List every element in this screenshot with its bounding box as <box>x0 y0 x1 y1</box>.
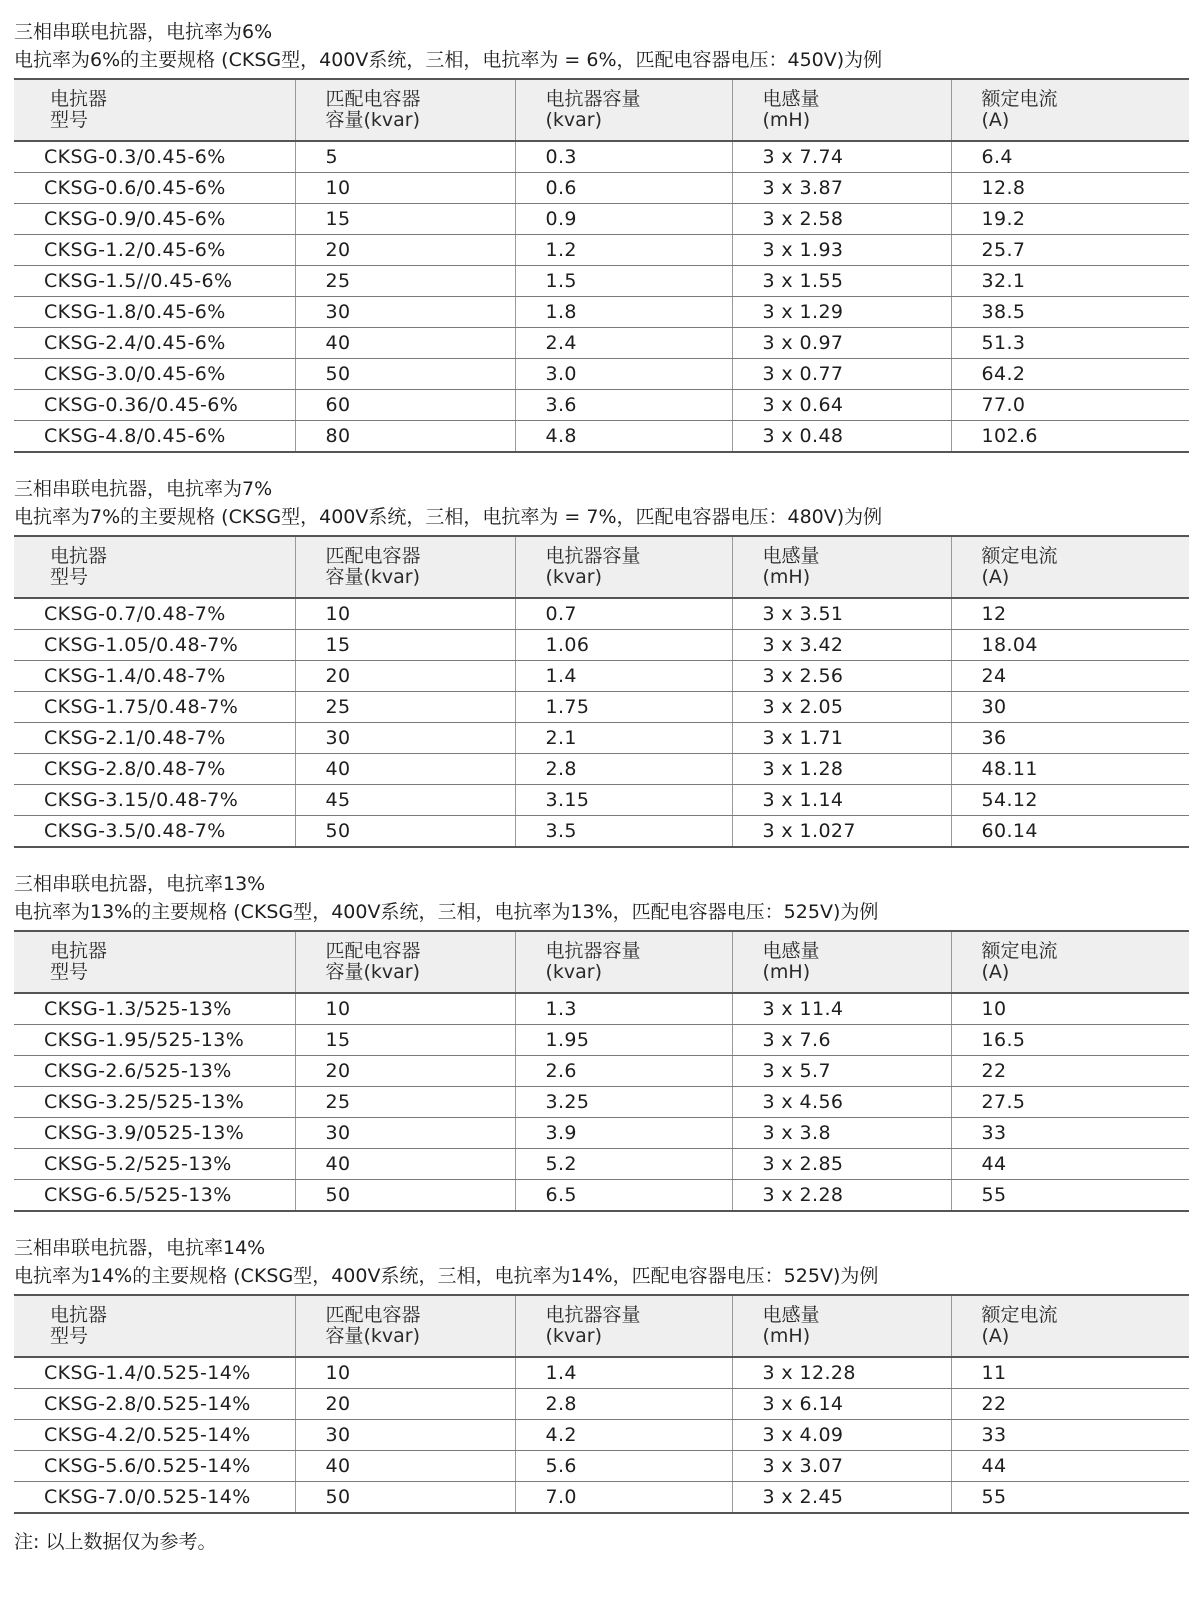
cell-model: CKSG-1.05/0.48-7% <box>14 630 295 661</box>
cell-rated-current: 30 <box>951 692 1189 723</box>
cell-rated-current: 16.5 <box>951 1025 1189 1056</box>
cell-model: CKSG-7.0/0.525-14% <box>14 1482 295 1514</box>
cell-rated-current: 11 <box>951 1357 1189 1389</box>
cell-inductance: 3 x 1.027 <box>732 816 951 848</box>
cell-reactor-capacity: 4.2 <box>515 1420 732 1451</box>
cell-reactor-capacity: 1.3 <box>515 993 732 1025</box>
cell-capacitor-capacity: 20 <box>295 235 515 266</box>
table-row <box>14 723 1189 754</box>
cell-model: CKSG-2.6/525-13% <box>14 1056 295 1087</box>
cell-capacitor-capacity: 15 <box>295 630 515 661</box>
cell-model: CKSG-4.8/0.45-6% <box>14 421 295 453</box>
cell-reactor-capacity: 4.8 <box>515 421 732 453</box>
cell-inductance: 3 x 2.28 <box>732 1180 951 1212</box>
table-row <box>14 204 1189 235</box>
cell-model: CKSG-0.7/0.48-7% <box>14 598 295 630</box>
header-rated-current: 额定电流 (A) <box>951 931 1189 993</box>
cell-capacitor-capacity: 10 <box>295 173 515 204</box>
section-title: 三相串联电抗器，电抗率为7% <box>14 478 273 500</box>
cell-model: CKSG-1.75/0.48-7% <box>14 692 295 723</box>
cell-rated-current: 38.5 <box>951 297 1189 328</box>
table-row <box>14 235 1189 266</box>
cell-reactor-capacity: 0.9 <box>515 204 732 235</box>
spec-table <box>14 78 1189 453</box>
table-row <box>14 297 1189 328</box>
cell-inductance: 3 x 6.14 <box>732 1389 951 1420</box>
table-row <box>14 1118 1189 1149</box>
header-reactor-capacity: 电抗器容量 (kvar) <box>515 79 732 141</box>
cell-reactor-capacity: 1.4 <box>515 1357 732 1389</box>
cell-reactor-capacity: 5.2 <box>515 1149 732 1180</box>
table-row <box>14 1087 1189 1118</box>
cell-inductance: 3 x 11.4 <box>732 993 951 1025</box>
cell-rated-current: 55 <box>951 1180 1189 1212</box>
header-inductance: 电感量 (mH) <box>732 931 951 993</box>
cell-inductance: 3 x 2.58 <box>732 204 951 235</box>
cell-inductance: 3 x 3.07 <box>732 1451 951 1482</box>
cell-inductance: 3 x 7.74 <box>732 141 951 173</box>
spec-table <box>14 535 1189 848</box>
table-row <box>14 1357 1189 1389</box>
cell-reactor-capacity: 0.7 <box>515 598 732 630</box>
cell-reactor-capacity: 3.5 <box>515 816 732 848</box>
cell-rated-current: 27.5 <box>951 1087 1189 1118</box>
cell-model: CKSG-3.0/0.45-6% <box>14 359 295 390</box>
cell-model: CKSG-1.8/0.45-6% <box>14 297 295 328</box>
table-row <box>14 328 1189 359</box>
table-header-row <box>14 79 1189 141</box>
cell-reactor-capacity: 7.0 <box>515 1482 732 1514</box>
cell-reactor-capacity: 3.6 <box>515 390 732 421</box>
cell-inductance: 3 x 4.09 <box>732 1420 951 1451</box>
section-14-percent <box>14 1234 1186 1514</box>
cell-model: CKSG-2.1/0.48-7% <box>14 723 295 754</box>
section-7-percent <box>14 475 1186 848</box>
cell-reactor-capacity: 2.1 <box>515 723 732 754</box>
header-capacitor-capacity: 匹配电容器 容量(kvar) <box>295 1295 515 1357</box>
table-row <box>14 1389 1189 1420</box>
cell-capacitor-capacity: 50 <box>295 1180 515 1212</box>
cell-capacitor-capacity: 20 <box>295 1389 515 1420</box>
header-inductance: 电感量 (mH) <box>732 536 951 598</box>
cell-capacitor-capacity: 45 <box>295 785 515 816</box>
header-model: 电抗器 型号 <box>14 536 295 598</box>
cell-rated-current: 6.4 <box>951 141 1189 173</box>
cell-model: CKSG-6.5/525-13% <box>14 1180 295 1212</box>
cell-rated-current: 44 <box>951 1451 1189 1482</box>
cell-inductance: 3 x 2.05 <box>732 692 951 723</box>
cell-model: CKSG-5.6/0.525-14% <box>14 1451 295 1482</box>
cell-reactor-capacity: 1.8 <box>515 297 732 328</box>
cell-model: CKSG-2.4/0.45-6% <box>14 328 295 359</box>
cell-reactor-capacity: 1.2 <box>515 235 732 266</box>
cell-model: CKSG-1.4/0.48-7% <box>14 661 295 692</box>
cell-reactor-capacity: 0.6 <box>515 173 732 204</box>
cell-inductance: 3 x 4.56 <box>732 1087 951 1118</box>
table-row <box>14 692 1189 723</box>
table-row <box>14 266 1189 297</box>
header-rated-current: 额定电流 (A) <box>951 1295 1189 1357</box>
cell-model: CKSG-2.8/0.525-14% <box>14 1389 295 1420</box>
document-page <box>14 18 1186 1556</box>
cell-rated-current: 33 <box>951 1118 1189 1149</box>
spec-table <box>14 930 1189 1212</box>
cell-rated-current: 64.2 <box>951 359 1189 390</box>
cell-model: CKSG-1.95/525-13% <box>14 1025 295 1056</box>
cell-capacitor-capacity: 25 <box>295 1087 515 1118</box>
cell-model: CKSG-3.15/0.48-7% <box>14 785 295 816</box>
cell-reactor-capacity: 3.0 <box>515 359 732 390</box>
cell-capacitor-capacity: 25 <box>295 692 515 723</box>
cell-inductance: 3 x 5.7 <box>732 1056 951 1087</box>
cell-inductance: 3 x 2.45 <box>732 1482 951 1514</box>
cell-reactor-capacity: 6.5 <box>515 1180 732 1212</box>
cell-rated-current: 18.04 <box>951 630 1189 661</box>
cell-capacitor-capacity: 25 <box>295 266 515 297</box>
cell-model: CKSG-0.9/0.45-6% <box>14 204 295 235</box>
cell-model: CKSG-1.2/0.45-6% <box>14 235 295 266</box>
cell-capacitor-capacity: 15 <box>295 1025 515 1056</box>
table-row <box>14 598 1189 630</box>
cell-rated-current: 24 <box>951 661 1189 692</box>
cell-capacitor-capacity: 40 <box>295 1451 515 1482</box>
cell-rated-current: 48.11 <box>951 754 1189 785</box>
cell-reactor-capacity: 3.15 <box>515 785 732 816</box>
table-row <box>14 1056 1189 1087</box>
section-title: 三相串联电抗器，电抗率为6% <box>14 21 273 43</box>
cell-capacitor-capacity: 50 <box>295 816 515 848</box>
footnote: 注: 以上数据仅为参考。 <box>14 1531 217 1553</box>
cell-capacitor-capacity: 50 <box>295 359 515 390</box>
cell-reactor-capacity: 1.5 <box>515 266 732 297</box>
cell-capacitor-capacity: 10 <box>295 598 515 630</box>
cell-inductance: 3 x 0.64 <box>732 390 951 421</box>
cell-rated-current: 44 <box>951 1149 1189 1180</box>
cell-inductance: 3 x 1.55 <box>732 266 951 297</box>
table-row <box>14 630 1189 661</box>
cell-reactor-capacity: 2.8 <box>515 1389 732 1420</box>
cell-model: CKSG-2.8/0.48-7% <box>14 754 295 785</box>
cell-reactor-capacity: 0.3 <box>515 141 732 173</box>
section-6-percent <box>14 18 1186 453</box>
cell-rated-current: 54.12 <box>951 785 1189 816</box>
spec-table <box>14 1294 1189 1514</box>
table-header-row <box>14 536 1189 598</box>
table-row <box>14 816 1189 848</box>
header-reactor-capacity: 电抗器容量 (kvar) <box>515 931 732 993</box>
cell-rated-current: 51.3 <box>951 328 1189 359</box>
header-rated-current: 额定电流 (A) <box>951 79 1189 141</box>
table-row <box>14 1451 1189 1482</box>
table-row <box>14 1180 1189 1212</box>
cell-inductance: 3 x 1.93 <box>732 235 951 266</box>
cell-rated-current: 12.8 <box>951 173 1189 204</box>
table-row <box>14 173 1189 204</box>
cell-inductance: 3 x 1.29 <box>732 297 951 328</box>
header-model: 电抗器 型号 <box>14 1295 295 1357</box>
section-subtitle: 电抗率为7%的主要规格 (CKSG型，400V系统，三相，电抗率为 = 7%，匹配电容器电压：480V)为例 <box>14 506 883 528</box>
cell-inductance: 3 x 3.51 <box>732 598 951 630</box>
cell-inductance: 3 x 7.6 <box>732 1025 951 1056</box>
table-row <box>14 1420 1189 1451</box>
table-row <box>14 141 1189 173</box>
cell-inductance: 3 x 3.87 <box>732 173 951 204</box>
cell-rated-current: 22 <box>951 1056 1189 1087</box>
cell-rated-current: 77.0 <box>951 390 1189 421</box>
cell-model: CKSG-1.4/0.525-14% <box>14 1357 295 1389</box>
cell-inductance: 3 x 3.42 <box>732 630 951 661</box>
header-capacitor-capacity: 匹配电容器 容量(kvar) <box>295 79 515 141</box>
cell-rated-current: 32.1 <box>951 266 1189 297</box>
header-rated-current: 额定电流 (A) <box>951 536 1189 598</box>
table-row <box>14 1149 1189 1180</box>
table-row <box>14 1482 1189 1514</box>
cell-inductance: 3 x 0.77 <box>732 359 951 390</box>
cell-reactor-capacity: 2.6 <box>515 1056 732 1087</box>
table-header-row <box>14 931 1189 993</box>
cell-reactor-capacity: 1.75 <box>515 692 732 723</box>
cell-capacitor-capacity: 15 <box>295 204 515 235</box>
cell-model: CKSG-1.5//0.45-6% <box>14 266 295 297</box>
cell-inductance: 3 x 2.85 <box>732 1149 951 1180</box>
cell-inductance: 3 x 0.97 <box>732 328 951 359</box>
cell-model: CKSG-4.2/0.525-14% <box>14 1420 295 1451</box>
section-13-percent <box>14 870 1186 1212</box>
cell-reactor-capacity: 1.4 <box>515 661 732 692</box>
cell-capacitor-capacity: 40 <box>295 328 515 359</box>
cell-inductance: 3 x 1.28 <box>732 754 951 785</box>
cell-model: CKSG-0.6/0.45-6% <box>14 173 295 204</box>
table-row <box>14 390 1189 421</box>
cell-inductance: 3 x 1.71 <box>732 723 951 754</box>
table-row <box>14 359 1189 390</box>
table-row <box>14 421 1189 453</box>
cell-capacitor-capacity: 10 <box>295 1357 515 1389</box>
section-subtitle: 电抗率为6%的主要规格 (CKSG型，400V系统，三相，电抗率为 = 6%，匹配电容器电压：450V)为例 <box>14 49 883 71</box>
header-capacitor-capacity: 匹配电容器 容量(kvar) <box>295 536 515 598</box>
section-subtitle: 电抗率为13%的主要规格 (CKSG型，400V系统，三相，电抗率为13%，匹配电容器电压：525V)为例 <box>14 901 879 923</box>
cell-model: CKSG-1.3/525-13% <box>14 993 295 1025</box>
cell-capacitor-capacity: 20 <box>295 661 515 692</box>
header-reactor-capacity: 电抗器容量 (kvar) <box>515 536 732 598</box>
header-reactor-capacity: 电抗器容量 (kvar) <box>515 1295 732 1357</box>
table-header-row <box>14 1295 1189 1357</box>
cell-capacitor-capacity: 30 <box>295 297 515 328</box>
table-row <box>14 661 1189 692</box>
cell-rated-current: 12 <box>951 598 1189 630</box>
cell-capacitor-capacity: 80 <box>295 421 515 453</box>
cell-reactor-capacity: 1.06 <box>515 630 732 661</box>
cell-capacitor-capacity: 30 <box>295 1420 515 1451</box>
cell-reactor-capacity: 2.8 <box>515 754 732 785</box>
cell-reactor-capacity: 3.25 <box>515 1087 732 1118</box>
header-model: 电抗器 型号 <box>14 79 295 141</box>
cell-capacitor-capacity: 60 <box>295 390 515 421</box>
section-title: 三相串联电抗器，电抗率13% <box>14 873 266 895</box>
cell-rated-current: 22 <box>951 1389 1189 1420</box>
cell-rated-current: 60.14 <box>951 816 1189 848</box>
cell-inductance: 3 x 2.56 <box>732 661 951 692</box>
cell-model: CKSG-3.9/0525-13% <box>14 1118 295 1149</box>
table-row <box>14 1025 1189 1056</box>
cell-inductance: 3 x 0.48 <box>732 421 951 453</box>
cell-inductance: 3 x 1.14 <box>732 785 951 816</box>
cell-capacitor-capacity: 10 <box>295 993 515 1025</box>
cell-model: CKSG-3.25/525-13% <box>14 1087 295 1118</box>
cell-model: CKSG-5.2/525-13% <box>14 1149 295 1180</box>
cell-model: CKSG-0.3/0.45-6% <box>14 141 295 173</box>
cell-rated-current: 19.2 <box>951 204 1189 235</box>
cell-inductance: 3 x 12.28 <box>732 1357 951 1389</box>
cell-inductance: 3 x 3.8 <box>732 1118 951 1149</box>
header-inductance: 电感量 (mH) <box>732 79 951 141</box>
cell-rated-current: 102.6 <box>951 421 1189 453</box>
cell-rated-current: 25.7 <box>951 235 1189 266</box>
cell-reactor-capacity: 3.9 <box>515 1118 732 1149</box>
cell-capacitor-capacity: 30 <box>295 723 515 754</box>
header-inductance: 电感量 (mH) <box>732 1295 951 1357</box>
cell-reactor-capacity: 1.95 <box>515 1025 732 1056</box>
header-capacitor-capacity: 匹配电容器 容量(kvar) <box>295 931 515 993</box>
header-model: 电抗器 型号 <box>14 931 295 993</box>
table-row <box>14 785 1189 816</box>
cell-reactor-capacity: 2.4 <box>515 328 732 359</box>
cell-rated-current: 33 <box>951 1420 1189 1451</box>
cell-rated-current: 55 <box>951 1482 1189 1514</box>
section-title: 三相串联电抗器，电抗率14% <box>14 1237 266 1259</box>
cell-capacitor-capacity: 40 <box>295 754 515 785</box>
cell-capacitor-capacity: 20 <box>295 1056 515 1087</box>
table-row <box>14 993 1189 1025</box>
cell-reactor-capacity: 5.6 <box>515 1451 732 1482</box>
cell-capacitor-capacity: 40 <box>295 1149 515 1180</box>
cell-model: CKSG-0.36/0.45-6% <box>14 390 295 421</box>
table-row <box>14 754 1189 785</box>
cell-capacitor-capacity: 50 <box>295 1482 515 1514</box>
cell-rated-current: 36 <box>951 723 1189 754</box>
section-subtitle: 电抗率为14%的主要规格 (CKSG型，400V系统，三相，电抗率为14%，匹配电容器电压：525V)为例 <box>14 1265 879 1287</box>
cell-model: CKSG-3.5/0.48-7% <box>14 816 295 848</box>
cell-capacitor-capacity: 30 <box>295 1118 515 1149</box>
cell-capacitor-capacity: 5 <box>295 141 515 173</box>
cell-rated-current: 10 <box>951 993 1189 1025</box>
